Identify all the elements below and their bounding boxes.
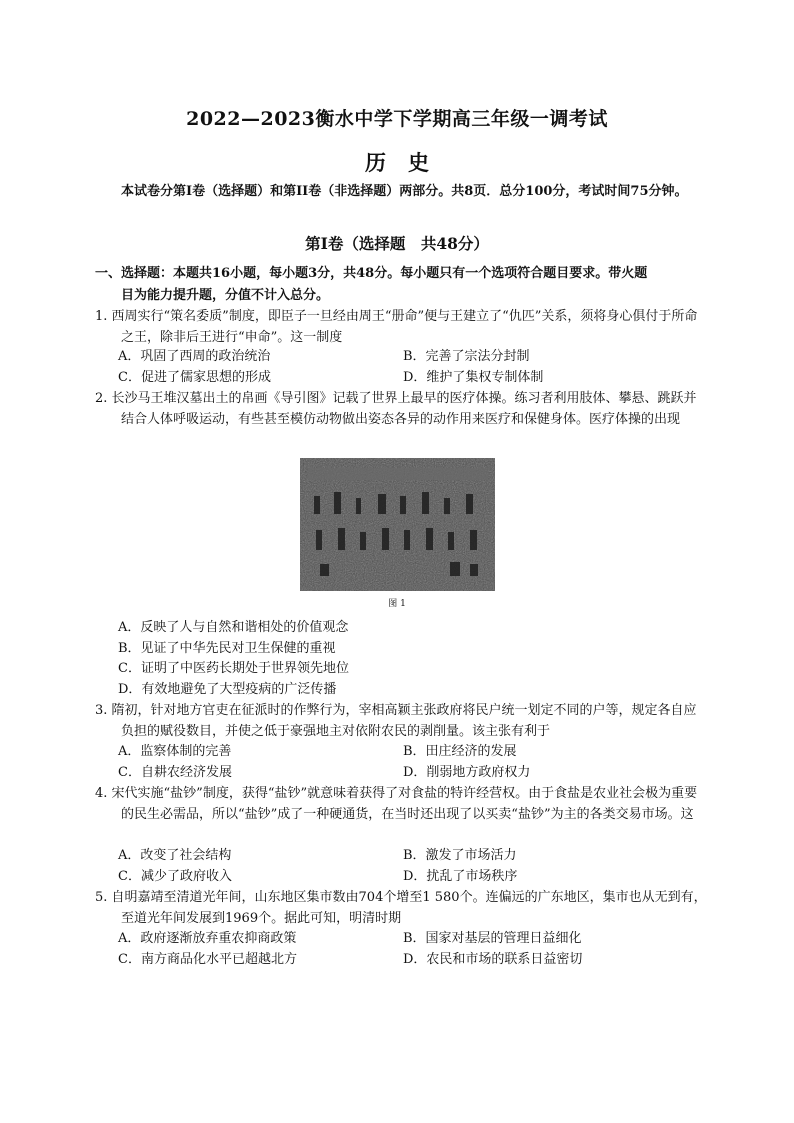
question-stem: 1. 西周实行“策名委质”制度，即臣子一旦经由周王“册命”便与王建立了“仇匹”关系，须将身心俱付于所命之王，除非后王进行“申命”。这一制度 [95,309,698,345]
option-b: B．见证了中华先民对卫生保健的重视 [118,640,336,656]
subject-title: 历史 [365,150,451,175]
question-3 [95,700,707,742]
daoyin-figure-graphic [300,458,495,591]
exam-title: 2022—2023衡水中学下学期高三年级一调考试 [186,108,608,130]
option-b: B．完善了宗法分封制 [403,349,530,364]
question-3-options [118,741,708,782]
question-5 [95,887,707,929]
question-stem: 3. 隋初，针对地方官吏在征派时的作弊行为，宰相高颖主张政府将民户统一划定不同的户等，规定各自应负担的赋役数目，并使之低于豪强地主对依附农民的剥削量。该主张有利于 [95,703,697,739]
option-d: D．维护了集权专制体制 [403,369,544,385]
daoyin-figure-image [300,458,495,591]
part-instructions [95,263,705,307]
option-d: D．农民和市场的联系日益密切 [403,951,583,967]
option-c: C．南方商品化水平已超越北方 [118,951,297,967]
figure-caption: 图 1 [388,599,406,609]
question-stem: 5. 自明嘉靖至清道光年间，山东地区集市数由704个增至1 580个。连偏远的广东地区，集市也从无到有，至道光年间发展到1969个。据此可知，明清时期 [95,890,707,926]
question-5-options [118,928,708,969]
option-a: A．反映了人与自然和谐相处的价值观念 [118,620,349,635]
option-a: A．改变了社会结构 [118,848,232,863]
option-c: C．促进了儒家思想的形成 [118,369,271,385]
section-title: 第I卷（选择题 共48分） [305,234,489,253]
option-a: A．巩固了西周的政治统治 [118,349,271,364]
option-c: C．自耕农经济发展 [118,764,232,780]
question-4 [95,783,707,825]
option-a: A．监察体制的完善 [118,744,232,759]
option-b: B．国家对基层的管理日益细化 [403,931,582,946]
option-d: D．削弱地方政府权力 [403,764,531,780]
question-1-options [118,346,708,387]
part-instructions-line1: 一、选择题：本题共16小题，每小题3分，共48分。每小题只有一个选项符合题目要求。带火题 [95,266,648,281]
question-stem: 4. 宋代实施“盐钞”制度，获得“盐钞”就意味着获得了对食盐的特许经营权。由于食盐是农业社会极为重要的民生必需品，所以“盐钞”成了一种硬通货，在当时还出现了以买卖“盐钞”为主的各类交易市场。这 [95,786,698,822]
option-c: C．证明了中医药长期处于世界领先地位 [118,661,349,676]
question-4-options [118,845,708,886]
option-b: B．激发了市场活力 [403,848,517,863]
part-instructions-line2: 目为能力提升题，分值不计入总分。 [121,288,330,303]
option-a: A．政府逐渐放弃重农抑商政策 [118,931,297,946]
option-b: B．田庄经济的发展 [403,744,517,759]
option-d: D．扰乱了市场秩序 [403,868,518,884]
question-1 [95,306,707,348]
question-2-options [118,617,708,699]
exam-intro: 本试卷分第I卷（选择题）和第II卷（非选择题）两部分。共8页．总分100分，考试时间75分钟。 [121,184,688,199]
question-2 [95,388,707,430]
option-c: C．减少了政府收入 [118,868,232,884]
question-stem: 2. 长沙马王堆汉墓出土的帛画《导引图》记载了世界上最早的医疗体操。练习者利用肢体、攀悬、跳跃并结合人体呼吸运动，有些甚至模仿动物做出姿态各异的动作用来医疗和保健身体。医疗体操的出现 [95,391,697,427]
option-d: D．有效地避免了大型疫病的广泛传播 [118,681,337,697]
